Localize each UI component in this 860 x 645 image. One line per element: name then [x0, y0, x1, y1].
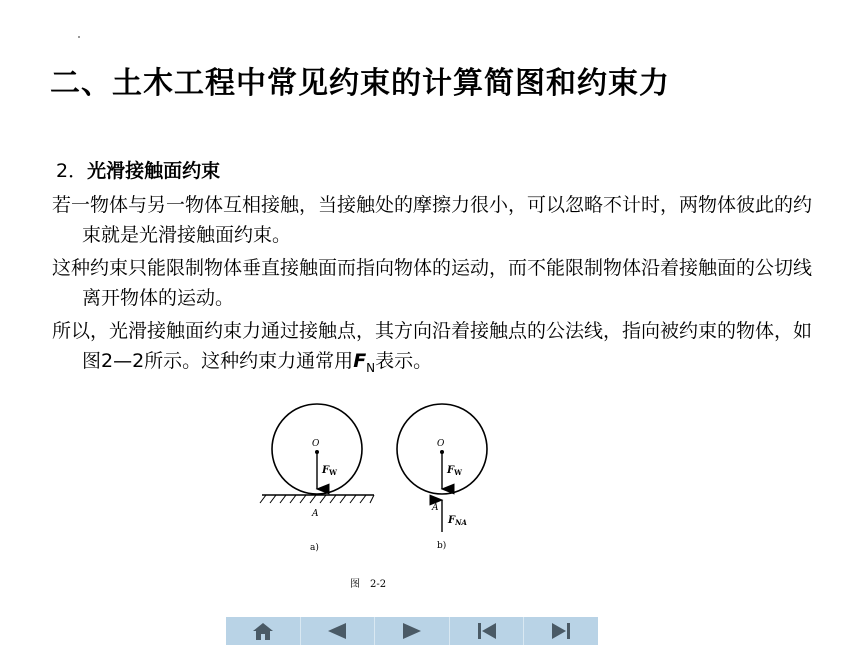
- section-title: 光滑接触面约束: [87, 160, 221, 182]
- first-slide-button[interactable]: [450, 617, 525, 645]
- sublabel-b: b): [437, 541, 447, 551]
- conclusion-text: 所以，光滑接触面约束力通过接触点，其方向沿着接触点的公法线，指向被约束的物体，如图2—2所示。这种约束力通常用: [52, 320, 813, 372]
- paragraph-definition: 若一物体与另一物体互相接触，当接触处的摩擦力很小，可以忽略不计时，两物体彼此的约束就是光滑接触面约束。: [52, 194, 813, 246]
- fn-symbol: $F_N$: [353, 350, 376, 375]
- panel-b: [397, 404, 487, 551]
- center-label-a: O: [312, 439, 320, 449]
- section-heading: [56, 156, 220, 183]
- home-button[interactable]: [226, 617, 301, 645]
- home-icon: [250, 620, 276, 642]
- last-page-icon: [548, 620, 574, 642]
- contact-label-a: A: [312, 509, 319, 519]
- next-arrow-icon: [399, 620, 425, 642]
- first-page-icon: [474, 620, 500, 642]
- contact-label-b: A: [432, 503, 439, 513]
- paragraph-conclusion: [52, 316, 830, 383]
- figure-2-2: [252, 392, 502, 597]
- last-slide-button[interactable]: [524, 617, 598, 645]
- normal-label-b: $F_{NA}$: [448, 515, 467, 527]
- slide-navigation-bar: [226, 617, 598, 645]
- conclusion-tail: 表示。: [375, 350, 433, 372]
- page-title: 二、土木工程中常见约束的计算简图和约束力: [50, 66, 670, 101]
- next-slide-button[interactable]: [375, 617, 450, 645]
- panel-a: [260, 404, 374, 553]
- figure-caption: 图 2-2: [350, 579, 387, 590]
- paragraph-restriction: 这种约束只能限制物体垂直接触面而指向物体的运动，而不能限制物体沿着接触面的公切线离开物体的运动。: [52, 257, 813, 309]
- weight-label-a: $F_W$: [322, 465, 337, 477]
- stray-dot: [78, 36, 80, 38]
- sublabel-a: a): [310, 543, 319, 553]
- section-number: 2．: [56, 160, 88, 182]
- ground-hatch: [260, 495, 374, 503]
- previous-arrow-icon: [324, 620, 350, 642]
- center-label-b: O: [437, 439, 445, 449]
- weight-label-b: $F_W$: [447, 465, 462, 477]
- figure-diagram: [252, 392, 502, 597]
- previous-slide-button[interactable]: [301, 617, 376, 645]
